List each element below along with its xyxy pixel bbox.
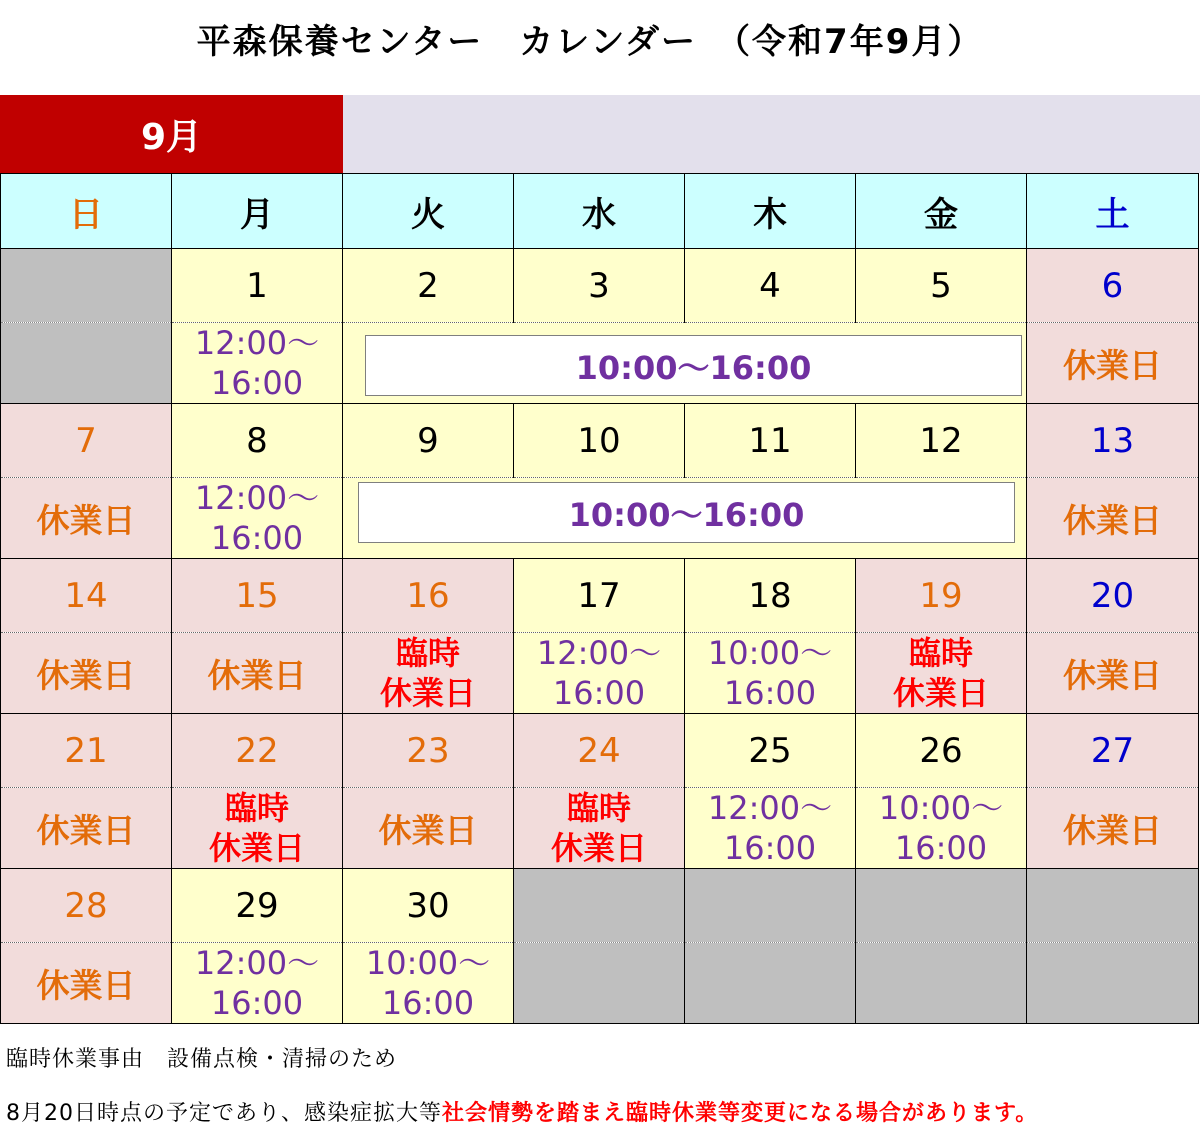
hours-cell [685, 788, 856, 869]
empty-cell [1027, 943, 1199, 1024]
empty-cell [685, 943, 856, 1024]
date-cell: 7 [1, 404, 172, 478]
hours-cell [172, 478, 343, 559]
weekday-wed: 水 [514, 174, 685, 249]
weekday-sun: 日 [1, 174, 172, 249]
closed-label: 休業日 [1063, 500, 1162, 540]
date-cell: 11 [685, 404, 856, 478]
date-cell: 10 [514, 404, 685, 478]
closed-label: 休業日 [36, 655, 136, 695]
temp-closed-label: 臨時 休業日 [550, 789, 647, 867]
weekday-fri: 金 [856, 174, 1027, 249]
hours-cell [1, 943, 172, 1024]
closed-label: 休業日 [1063, 655, 1162, 695]
week-3-hours [1, 633, 1199, 714]
temp-closed-label: 臨時 休業日 [208, 789, 305, 867]
hours-cell-span [343, 478, 1027, 559]
week-4-dates [1, 714, 1199, 788]
hours-cell-span [343, 323, 1027, 404]
hours-text: 12:00～ 16:00 [536, 634, 662, 712]
hours-cell [514, 788, 685, 869]
empty-cell [856, 869, 1027, 943]
closed-label: 休業日 [36, 810, 136, 850]
empty-cell [1, 323, 172, 404]
week-1-dates [1, 249, 1199, 323]
date-cell: 18 [685, 559, 856, 633]
date-cell: 30 [343, 869, 514, 943]
weekday-tue: 火 [343, 174, 514, 249]
hours-text: 12:00～ 16:00 [194, 944, 320, 1022]
hours-cell [343, 788, 514, 869]
disclaimer-red: 社会情勢を踏まえ臨時休業等変更になる場合があります。 [442, 1101, 1039, 1126]
date-cell: 19 [856, 559, 1027, 633]
date-cell: 6 [1027, 249, 1199, 323]
weekday-sat: 土 [1027, 174, 1199, 249]
weekday-mon: 月 [172, 174, 343, 249]
hours-cell [1027, 633, 1199, 714]
date-cell: 5 [856, 249, 1027, 323]
month-bar [0, 95, 1200, 173]
date-cell: 20 [1027, 559, 1199, 633]
calendar-table [0, 173, 1199, 1024]
empty-cell [514, 869, 685, 943]
hours-cell [514, 633, 685, 714]
hours-cell [172, 633, 343, 714]
week-5-hours [1, 943, 1199, 1024]
hours-cell [856, 633, 1027, 714]
closure-reason-note: 臨時休業事由 設備点検・清掃のため [6, 1047, 398, 1072]
date-cell: 1 [172, 249, 343, 323]
hours-cell [856, 788, 1027, 869]
closed-label: 休業日 [207, 655, 307, 695]
date-cell: 12 [856, 404, 1027, 478]
hours-cell [1, 478, 172, 559]
date-cell: 14 [1, 559, 172, 633]
date-cell: 17 [514, 559, 685, 633]
date-cell: 23 [343, 714, 514, 788]
hours-text: 12:00～ 16:00 [707, 789, 833, 867]
week-2-dates [1, 404, 1199, 478]
empty-cell [856, 943, 1027, 1024]
hours-cell [1027, 478, 1199, 559]
empty-cell [514, 943, 685, 1024]
date-cell: 28 [1, 869, 172, 943]
hours-cell [343, 633, 514, 714]
date-cell: 16 [343, 559, 514, 633]
hours-text: 12:00～ 16:00 [194, 479, 320, 557]
disclaimer-note [6, 1096, 1038, 1127]
hours-text: 10:00～ 16:00 [878, 789, 1004, 867]
hours-cell [172, 943, 343, 1024]
date-cell: 2 [343, 249, 514, 323]
weekday-thu: 木 [685, 174, 856, 249]
date-cell: 15 [172, 559, 343, 633]
page-title: 平森保養センター カレンダー （令和7年9月） [196, 22, 984, 62]
hours-text: 10:00～ 16:00 [365, 944, 491, 1022]
date-cell: 13 [1027, 404, 1199, 478]
hours-text: 10:00～ 16:00 [707, 634, 833, 712]
weekday-header-row [1, 174, 1199, 249]
hours-cell [685, 633, 856, 714]
hours-cell [1, 788, 172, 869]
hours-cell [1027, 788, 1199, 869]
closed-label: 休業日 [1063, 345, 1162, 385]
date-cell: 27 [1027, 714, 1199, 788]
date-cell: 9 [343, 404, 514, 478]
closed-label: 休業日 [1063, 810, 1162, 850]
temp-closed-label: 臨時 休業日 [379, 634, 476, 712]
empty-cell [1, 249, 172, 323]
disclaimer-plain: 8月20日時点の予定であり、感染症拡大等 [6, 1101, 442, 1126]
hours-banner: 10:00～16:00 [358, 482, 1015, 543]
hours-cell [1, 633, 172, 714]
closed-label: 休業日 [36, 965, 136, 1005]
date-cell: 25 [685, 714, 856, 788]
date-cell: 26 [856, 714, 1027, 788]
week-4-hours [1, 788, 1199, 869]
empty-cell [685, 869, 856, 943]
date-cell: 8 [172, 404, 343, 478]
date-cell: 22 [172, 714, 343, 788]
week-2-hours [1, 478, 1199, 559]
temp-closed-label: 臨時 休業日 [892, 634, 989, 712]
hours-cell [172, 788, 343, 869]
date-cell: 4 [685, 249, 856, 323]
date-cell: 29 [172, 869, 343, 943]
hours-text: 12:00～ 16:00 [194, 324, 320, 402]
hours-cell [343, 943, 514, 1024]
week-1-hours [1, 323, 1199, 404]
empty-cell [1027, 869, 1199, 943]
hours-cell [172, 323, 343, 404]
closed-label: 休業日 [36, 500, 136, 540]
date-cell: 24 [514, 714, 685, 788]
month-label: 9月 [0, 95, 343, 173]
hours-banner: 10:00～16:00 [365, 335, 1022, 396]
date-cell: 3 [514, 249, 685, 323]
closed-label: 休業日 [378, 810, 478, 850]
week-5-dates [1, 869, 1199, 943]
week-3-dates [1, 559, 1199, 633]
date-cell: 21 [1, 714, 172, 788]
hours-cell [1027, 323, 1199, 404]
